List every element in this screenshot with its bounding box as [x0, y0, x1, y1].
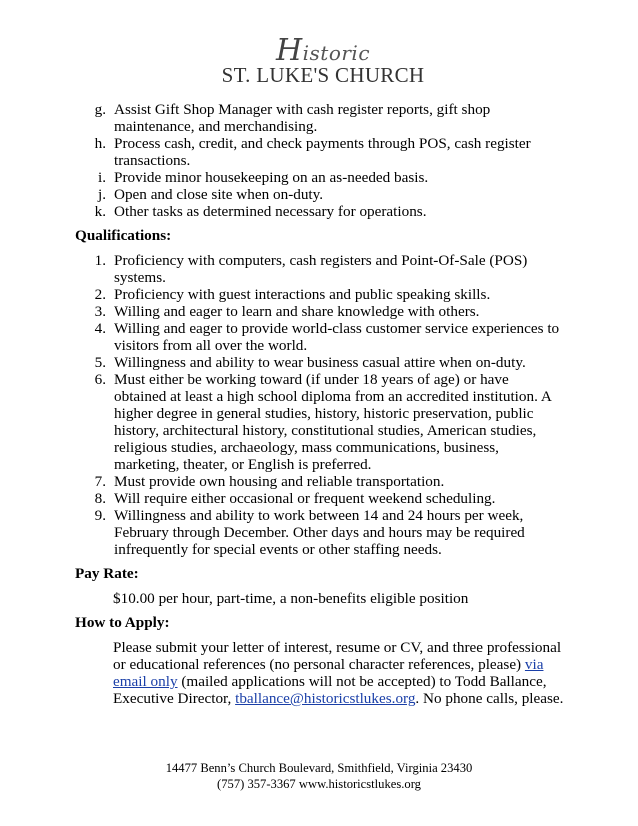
list-item-text: Must provide own housing and reliable transportation.	[114, 473, 445, 490]
list-item	[0, 286, 564, 303]
list-item-text: Other tasks as determined necessary for operations.	[114, 203, 427, 220]
list-item	[0, 203, 564, 220]
list-marker: g.	[94, 101, 106, 118]
list-marker: k.	[94, 203, 106, 220]
apply-text-2: (mailed applications will not be accepted) to Todd Ballance, Executive Director,	[113, 673, 547, 707]
list-marker: h.	[94, 135, 106, 152]
list-item-text: Open and close site when on-duty.	[114, 186, 324, 203]
list-item	[0, 186, 564, 203]
list-item-text: Proficiency with computers, cash registers and Point-Of-Sale (POS) systems.	[114, 252, 528, 286]
list-item	[0, 354, 564, 371]
list-item	[0, 507, 564, 558]
list-item-text: Process cash, credit, and check payments through POS, cash register transactions.	[114, 135, 531, 169]
pay-rate-heading: Pay Rate:	[75, 565, 139, 582]
via-email-link[interactable]: via email only	[113, 656, 544, 690]
duties-list	[0, 101, 638, 220]
list-marker: 8.	[94, 490, 106, 507]
list-marker: 5.	[94, 354, 106, 371]
list-marker: 3.	[94, 303, 106, 320]
logo-script	[8, 33, 638, 68]
logo	[0, 33, 638, 87]
logo-script-rest: istoric	[302, 41, 371, 65]
footer-address: 14477 Benn’s Church Boulevard, Smithfield, Virginia 23430	[165, 761, 473, 775]
list-item-text: Proficiency with guest interactions and public speaking skills.	[114, 286, 491, 303]
list-marker: 7.	[94, 473, 106, 490]
footer-contact: (757) 357-3367 www.historicstlukes.org	[217, 777, 421, 791]
list-item-text: Assist Gift Shop Manager with cash register reports, gift shop maintenance, and merchandising.	[114, 101, 491, 135]
list-item	[0, 473, 564, 490]
list-item-text: Will require either occasional or frequent weekend scheduling.	[114, 490, 496, 507]
how-to-apply-heading: How to Apply:	[75, 614, 170, 631]
logo-initial: H	[275, 33, 303, 68]
list-item-text: Willingness and ability to wear business casual attire when on-duty.	[114, 354, 526, 371]
list-item	[0, 320, 564, 354]
apply-text-1: Please submit your letter of interest, resume or CV, and three professional or educational references (no personal character references, please)	[113, 639, 562, 673]
list-marker: 4.	[94, 320, 106, 337]
how-to-apply-text	[0, 639, 565, 707]
list-marker: 9.	[94, 507, 106, 524]
list-marker: 2.	[94, 286, 106, 303]
list-item-text: Willing and eager to provide world-class customer service experiences to visitors from all over the world.	[114, 320, 560, 354]
list-item-text: Provide minor housekeeping on an as-needed basis.	[114, 169, 429, 186]
pay-rate-text: $10.00 per hour, part-time, a non-benefits eligible position	[113, 590, 469, 607]
list-item	[0, 490, 564, 507]
qualifications-heading: Qualifications:	[75, 227, 172, 244]
footer	[0, 760, 638, 792]
list-item	[0, 101, 564, 135]
qualifications-list	[0, 252, 638, 558]
apply-text-3: . No phone calls, please.	[415, 690, 564, 707]
list-item	[0, 303, 564, 320]
email-link[interactable]: tballance@historicstlukes.org	[235, 690, 416, 707]
list-item-text: Willingness and ability to work between 14 and 24 hours per week, February through December. Other days and hours may be required infrequently for special events or other staffing needs.	[114, 507, 525, 558]
document-body	[0, 101, 638, 707]
list-item	[0, 169, 564, 186]
list-marker: j.	[97, 186, 106, 203]
list-marker: 1.	[94, 252, 106, 269]
logo-name: ST. LUKE'S CHURCH	[221, 63, 425, 87]
list-marker: i.	[97, 169, 106, 186]
list-marker: 6.	[94, 371, 106, 388]
list-item-text: Willing and eager to learn and share knowledge with others.	[114, 303, 480, 320]
list-item	[0, 135, 564, 169]
list-item-text: Must either be working toward (if under 18 years of age) or have obtained at least a high school diploma from an accredited institution. A higher degree in general studies, history, historic preservation, public history, architectural history, constitutional studies, American studies, religious studies, archaeology, mass communications, business, marketing, theater, or English is preferred.	[114, 371, 551, 473]
list-item	[0, 252, 564, 286]
list-item	[0, 371, 564, 473]
